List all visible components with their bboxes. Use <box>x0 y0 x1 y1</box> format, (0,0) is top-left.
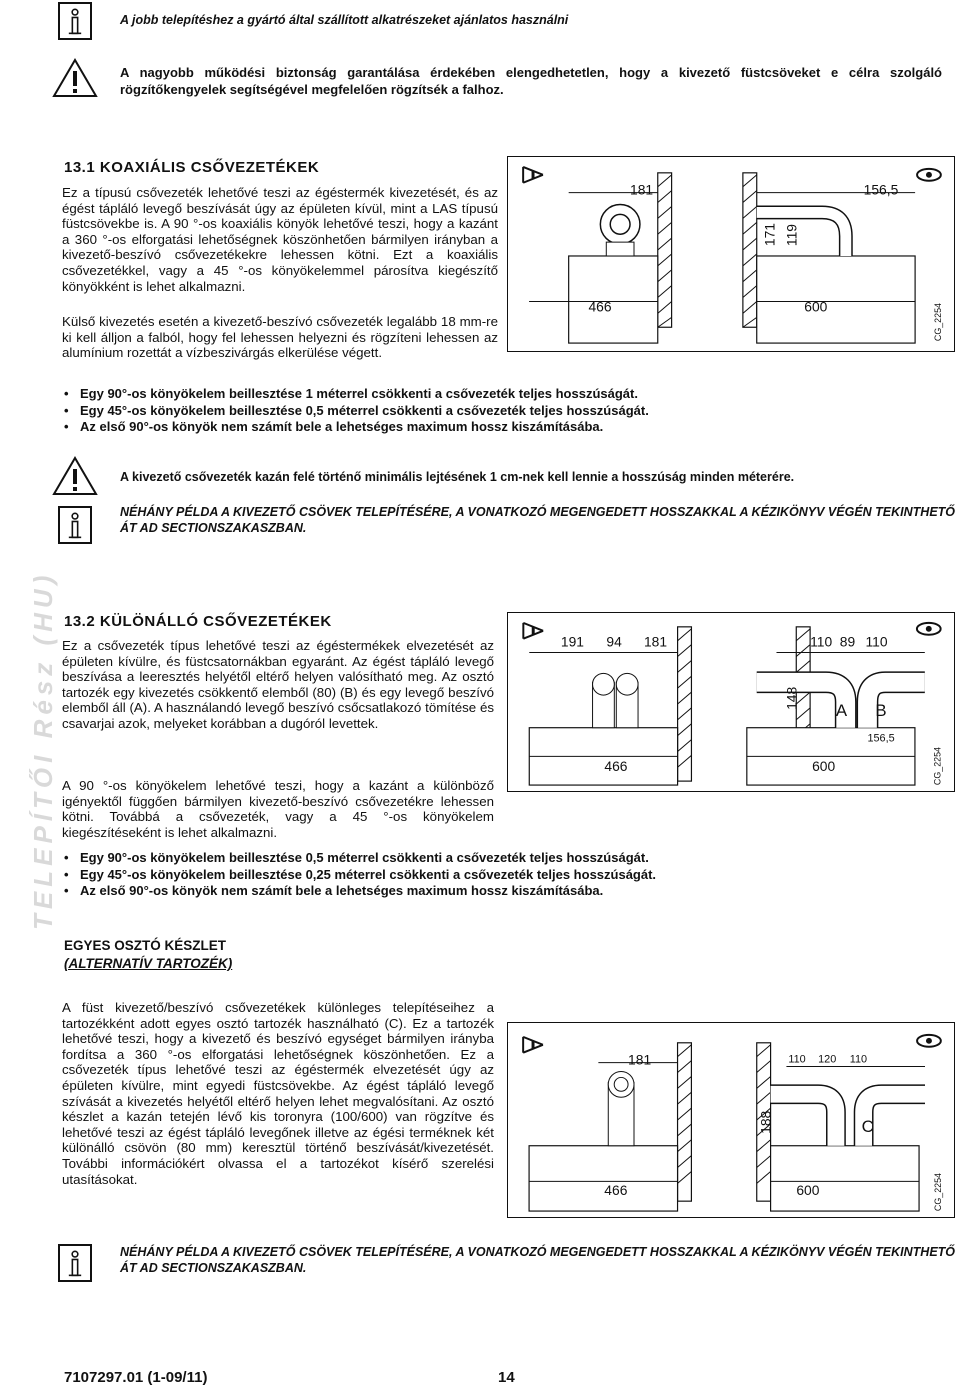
diagram-kit <box>507 1022 955 1218</box>
svg-text:191: 191 <box>560 633 584 650</box>
note-warning-top: A nagyobb működési biztonság garantálása érdekében elengedhetetlen, hogy a kivezető füstcsöveket e célra szolgáló rögzítőkengyelek segítségével megfelelően rögzítsék a falhoz. <box>120 65 942 97</box>
svg-text:119: 119 <box>783 224 800 247</box>
document-code: 7107297.01 (1-09/11) <box>64 1369 208 1386</box>
svg-text:110: 110 <box>865 633 888 650</box>
svg-text:156,5: 156,5 <box>867 732 895 745</box>
section-subtitle-kit: (ALTERNATÍV TARTOZÉK) <box>64 956 233 971</box>
svg-text:B: B <box>875 700 887 720</box>
view-front-icon <box>917 169 941 181</box>
section1-body: Ez a típusú csővezeték lehetővé teszi az égéstermék kivezetését, és az égést tápláló levegő beszívását úgy az épületen kívül, mint a LAS típusú füstcsövekbe is. A 90 °-os koaxiális könyök lehetővé teszi, hogy a kazánt a 360 °-os elforgatási lehetőségnek köszönhetően bármilyen irányban a kivezető-beszívó csővezetékekre lehessen kötni. Ezt a koaxiális csővezetékkel, vagy a 45 °-os könyökelemmel párosítva kiegészítő könyökként is lehet alkalmazni. <box>62 185 498 294</box>
list-item: • Az első 90°-os könyök nem számít bele a lehetséges maximum hossz kiszámításába. <box>58 883 938 900</box>
sidebar-label: TELEPÍTŐI Rész (HU) <box>28 570 58 930</box>
section2-body2: A 90 °-os könyökelem lehetővé teszi, hogy a kazánt a különböző igényektől függően bármilyen kivezető-beszívó csővezetékre lehessen kötni. Továbbá a csővezeték, vagy a 45 °-os könyökelem kiegészítéseként is lehet alkalmazni. <box>62 778 494 840</box>
svg-text:600: 600 <box>796 1182 820 1199</box>
svg-text:CG_2254: CG_2254 <box>932 747 943 786</box>
svg-text:466: 466 <box>604 1182 628 1199</box>
info-icon <box>58 506 92 544</box>
warning-slope-note: A kivezető csővezeték kazán felé történő minimális lejtésének 1 cm-nek kell lennie a hosszúság minden méterére. <box>120 470 795 484</box>
svg-text:600: 600 <box>804 298 828 315</box>
info-examples-note-2: NÉHÁNY PÉLDA A KIVEZETŐ CSÖVEK TELEPÍTÉSÉRE, A VONATKOZÓ MEGENGEDETT HOSSZAKKAL A KÉZIKÖNYV VÉGÉN TEKINTHETŐ ÁT AD SECTIONSZAKASZBAN. <box>120 1245 956 1275</box>
svg-text:CG_2254: CG_2254 <box>932 303 943 342</box>
list-item: • Az első 90°-os könyök nem számít bele a lehetséges maximum hossz kiszámításába. <box>58 419 938 436</box>
svg-text:120: 120 <box>818 1053 837 1066</box>
svg-text:181: 181 <box>643 633 668 650</box>
svg-text:110: 110 <box>810 633 833 650</box>
svg-text:110: 110 <box>849 1053 868 1066</box>
svg-text:181: 181 <box>630 181 654 198</box>
section-title-separate: 13.2 KÜLÖNÁLLÓ CSŐVEZETÉKEK <box>64 613 332 630</box>
warning-icon <box>52 58 98 98</box>
svg-text:94: 94 <box>606 633 622 650</box>
section1-bullets <box>58 386 938 436</box>
svg-text:CG_2254: CG_2254 <box>932 1172 943 1212</box>
section-title-coaxial: 13.1 KOAXIÁLIS CSŐVEZETÉKEK <box>64 159 320 176</box>
svg-text:600: 600 <box>812 758 836 775</box>
warning-icon <box>52 456 98 496</box>
svg-text:466: 466 <box>604 758 628 775</box>
svg-text:110: 110 <box>788 1053 806 1066</box>
svg-text:A: A <box>835 700 848 720</box>
section-title-kit: EGYES OSZTÓ KÉSZLET <box>64 938 227 953</box>
section2-body: Ez a csővezeték típus lehetővé teszi az égéstermékek elvezetését az épületen kívülre, és füstcsatornákban egyaránt. Az égést tápláló levegő beszívása a leeresztés helyétől eltérő helyen valósítható meg. Az osztó tartozék egy kivezetés csökkentő elemből (80) (B) és egy levegő beszívó elemből áll (A). A használandó levegő beszívó csőcsatlakozó tömítése és csavarjai azok, melyeket korábban a dugóról levettek. <box>62 638 494 731</box>
section2-bullets <box>58 850 938 900</box>
svg-text:466: 466 <box>588 298 612 315</box>
section1-body2: Külső kivezetés esetén a kivezető-beszívó csővezeték legalább 18 mm-re ki kell álljon a falból, hogy fel lehessen helyezni és rögzíteni lehessen az alumínium rozettát a vízbeszivárgás elkerülése végett. <box>62 314 498 361</box>
section3-body: A füst kivezető/beszívó csővezetékek különleges telepítéseihez a tartozékként adott egyes osztó tartozék használható (C). Ez a tartozék lehetővé teszi, hogy a kivezető és beszívó egységet bármilyen irányba fordítsa a 360 °-os elforgatási lehetőségnek köszönhetően. Ez a csővezeték típus lehetővé teszi az égéstermék elvezetését úgy az épületen kívülre, mint egyedi füstcsövekbe. Az égést tápláló levegő szívását a kivezetés helyétől eltérő helyen lehet megvalósítani. Az osztó készlet a kazán tetején lévő kis toronyra (100/600) van rögzítve és lehetővé teszi az égést tápláló levegőnek illetve az égési terméknek két különálló csövön (80 mm) keresztül történő beszívását/kivezetését. További információkért olvassa el a tartozékot kísérő szerelési utasításokat. <box>62 1000 494 1187</box>
info-icon <box>58 2 92 40</box>
list-item: • Egy 90°-os könyökelem beillesztése 0,5 méterrel csökkenti a csővezeték teljes hosszúságát. <box>58 850 938 867</box>
view-side-icon <box>523 167 543 183</box>
svg-text:89: 89 <box>839 633 856 650</box>
list-item: • Egy 45°-os könyökelem beillesztése 0,5 méterrel csökkenti a csővezeték teljes hosszúságát. <box>58 403 938 420</box>
diagram-separate <box>507 612 955 792</box>
svg-text:148: 148 <box>783 686 800 710</box>
svg-text:181: 181 <box>628 1051 652 1068</box>
page-number: 14 <box>498 1369 515 1386</box>
svg-text:156,5: 156,5 <box>863 181 899 198</box>
info-examples-note: NÉHÁNY PÉLDA A KIVEZETŐ CSÖVEK TELEPÍTÉSÉRE, A VONATKOZÓ MEGENGEDETT HOSSZAKKAL A KÉZIKÖNYV VÉGÉN TEKINTHETŐ ÁT AD SECTIONSZAKASZBAN. <box>120 505 956 535</box>
svg-text:171: 171 <box>761 222 778 247</box>
list-item: • Egy 45°-os könyökelem beillesztése 0,25 méterrel csökkenti a csővezeték teljes hosszúságát. <box>58 867 938 884</box>
diagram-coaxial <box>507 156 955 352</box>
svg-text:188: 188 <box>757 1110 774 1134</box>
note-info-top: A jobb telepítéshez a gyártó által szállított alkatrészeket ajánlatos használni <box>120 13 569 27</box>
info-icon <box>58 1244 92 1282</box>
svg-text:C: C <box>861 1116 874 1136</box>
list-item: • Egy 90°-os könyökelem beillesztése 1 méterrel csökkenti a csővezeték teljes hosszúságát. <box>58 386 938 403</box>
